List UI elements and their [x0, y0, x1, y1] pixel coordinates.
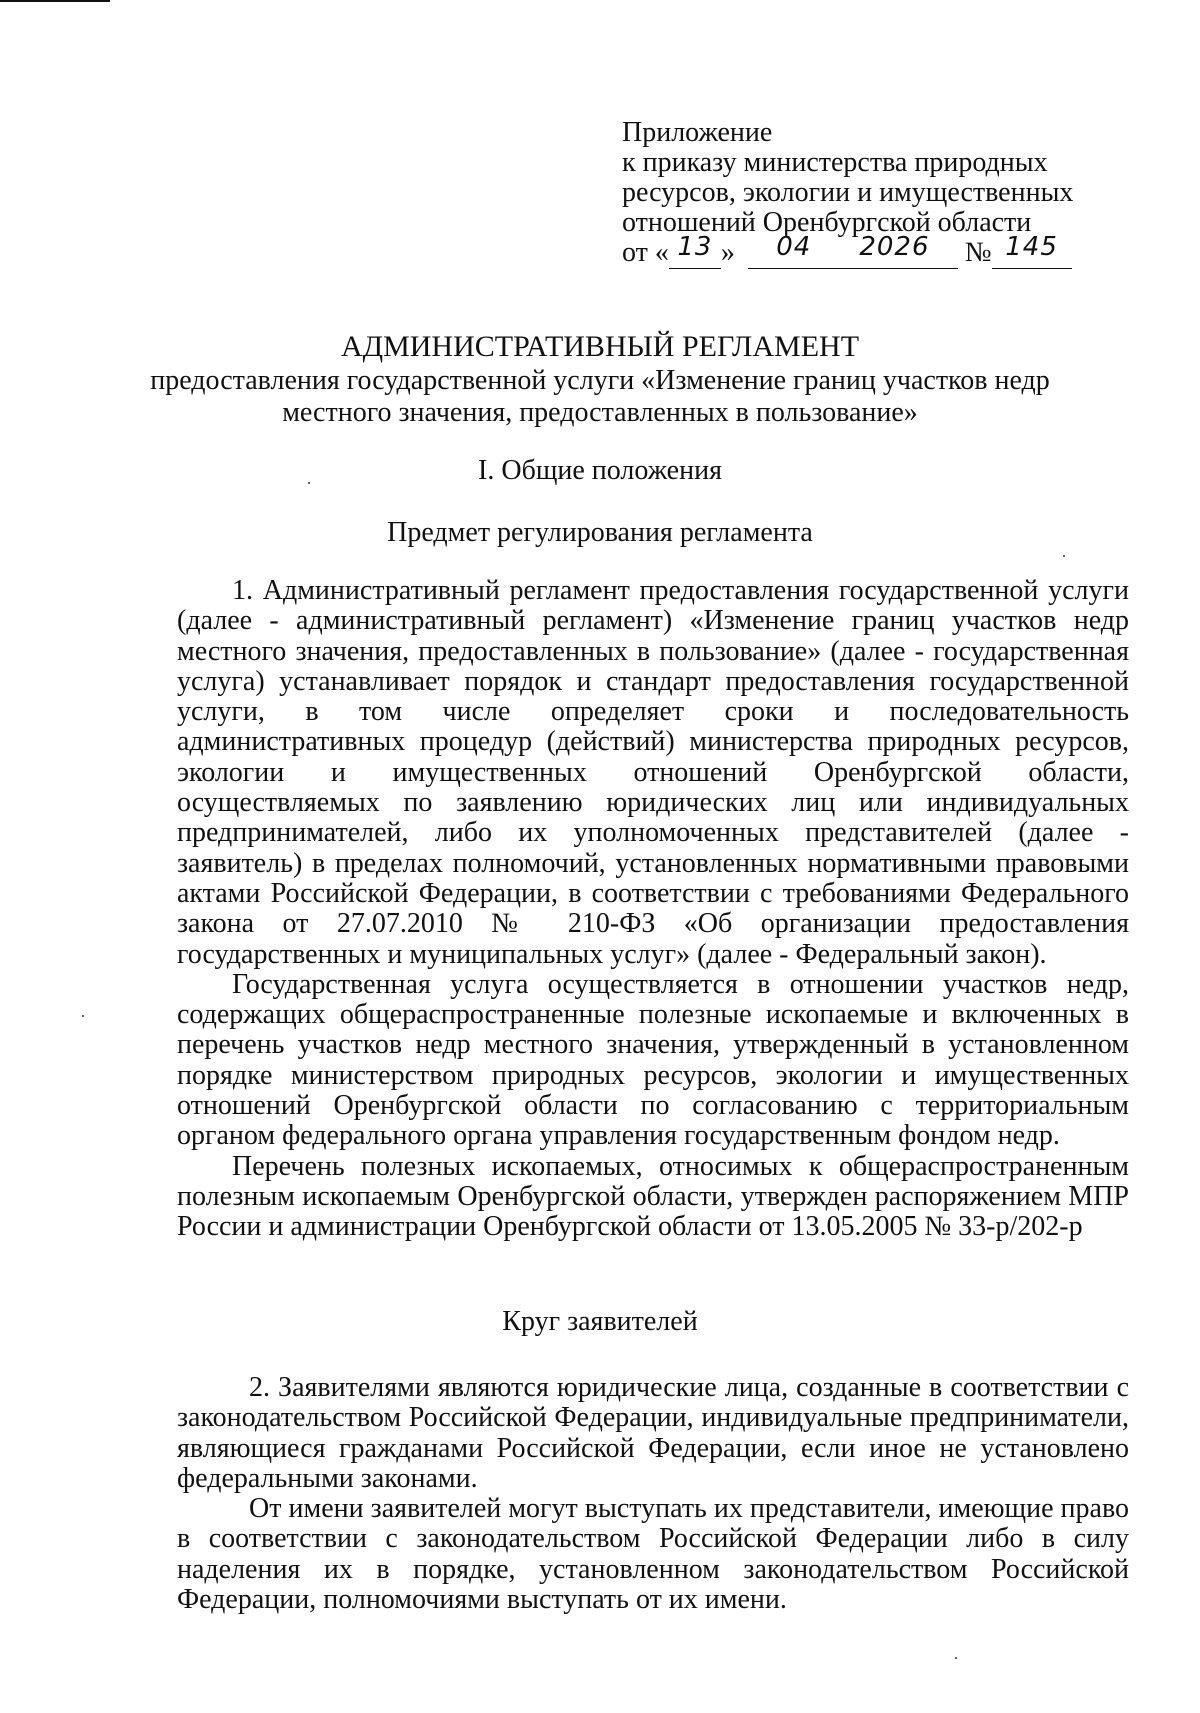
paragraph-group-1	[177, 576, 1129, 1243]
date-mid: »	[720, 237, 735, 268]
month-year-field	[748, 232, 958, 269]
day-field	[669, 232, 721, 269]
number-handwritten: 145	[1005, 232, 1058, 262]
annex-line: отношений Оренбургской области	[622, 207, 1032, 238]
annex-line: ресурсов, экологии и имущественных	[622, 177, 1074, 208]
paragraph: 2. Заявителями являются юридические лица, созданные в соответствии с законодательством Российской Федерации, индивидуальные предприниматели, являющиеся гражданами Российской Федерации, если иное не установлено федеральными законами.	[177, 1372, 1129, 1494]
annex-block	[622, 118, 1073, 269]
paragraph-group-2	[177, 1373, 1129, 1615]
section-heading: I. Общие положения	[478, 455, 722, 486]
paragraph: От имени заявителей могут выступать их представители, имеющие право в соответствии с законодательством Российской Федерации либо в силу наделения их в порядке, установленном законодательством Российской Федерации, полномочиями выступать от их имени.	[177, 1493, 1129, 1616]
date-prefix: от «	[622, 237, 669, 268]
document-title: АДМИНИСТРАТИВНЫЙ РЕГЛАМЕНТ	[340, 330, 860, 363]
document-subtitle	[0, 365, 1200, 429]
paragraph: Перечень полезных ископаемых, относимых к общераспространенным полезным ископаемым Оренбургской области, утвержден распоряжением МПР России и администрации Оренбургской области от 13.05.2005 № 33-р/202-р	[177, 1150, 1129, 1243]
paragraph: Государственная услуга осуществляется в отношении участков недр, содержащих общераспространенные полезные ископаемые и включенных в перечень участков недр местного значения, утвержденный в установленном порядке министерством природных ресурсов, экологии и имущественных отношений Оренбургской области по согласованию с территориальным органом федерального органа управления государственным фондом недр.	[177, 968, 1129, 1152]
number-label: №	[964, 237, 992, 268]
subtitle-line: предоставления государственной услуги «Изменение границ участков недр	[150, 365, 1050, 396]
month-handwritten: 04	[776, 232, 812, 262]
scan-speck	[955, 1657, 957, 1659]
annex-date-line	[622, 232, 1073, 269]
annex-line: к приказу министерства природных	[622, 147, 1048, 178]
annex-line: Приложение	[622, 117, 773, 148]
paragraph: 1. Административный регламент предоставления государственной услуги (далее - административный регламент) «Изменение границ участков недр местного значения, предоставленных в пользование» (далее - государственная услуга) устанавливает порядок и стандарт предоставления государственной услуги, в том числе определяет сроки и последовательность административных процедур (действий) министерства природных ресурсов, экологии и имущественных отношений Оренбургской области, осуществляемых по заявлению юридических лиц или индивидуальных предпринимателей, либо их уполномоченных представителей (далее - заявитель) в пределах полномочий, установленных нормативными правовыми актами Российской Федерации, в соответствии с требованиями Федерального закона от 27.07.2010 № 210-ФЗ «Об организации предоставления государственных и муниципальных услуг» (далее - Федеральный закон).	[177, 575, 1129, 970]
scan-corner-mark	[0, 0, 110, 2]
scan-speck	[1063, 555, 1065, 557]
year-handwritten: 2026	[859, 232, 930, 262]
day-handwritten: 13	[677, 232, 713, 262]
subtitle-line: местного значения, предоставленных в пользование»	[282, 397, 918, 428]
scan-speck	[82, 1015, 84, 1017]
subsection-heading: Предмет регулирования регламента	[387, 517, 813, 548]
subsection-heading: Круг заявителей	[502, 1306, 698, 1337]
number-field	[992, 232, 1072, 269]
